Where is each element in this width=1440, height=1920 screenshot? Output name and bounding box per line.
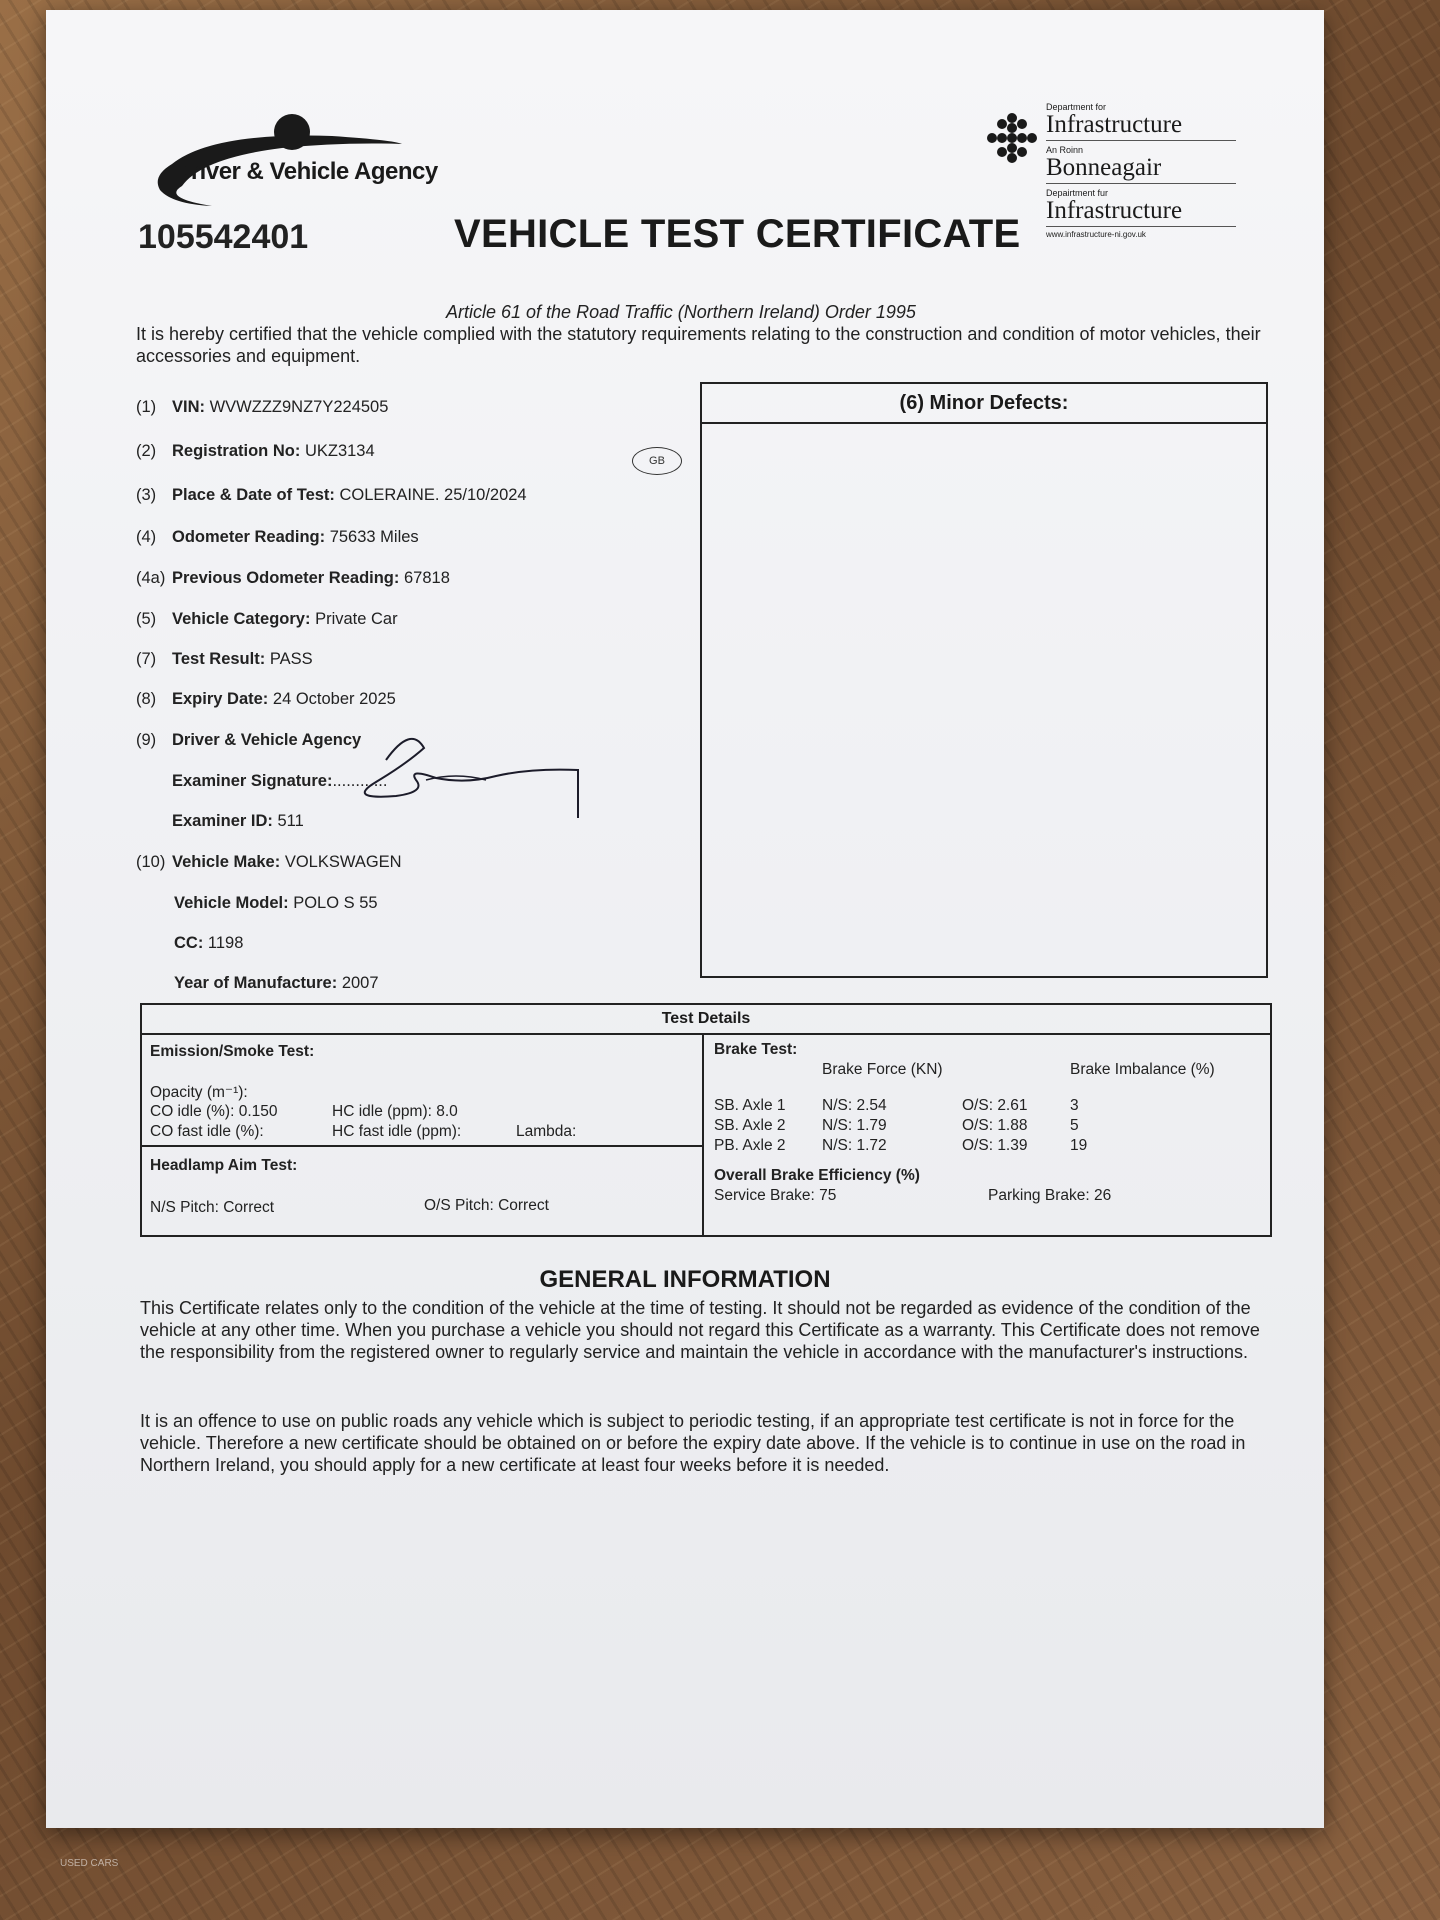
general-info-title: GENERAL INFORMATION: [539, 1266, 831, 1293]
field-row: [136, 853, 402, 872]
brake-ns-value: N/S: 1.79: [822, 1117, 887, 1134]
field-row: [136, 650, 313, 669]
minor-defects-title: (6) Minor Defects:: [702, 384, 1266, 424]
headlamp-title: Headlamp Aim Test:: [150, 1157, 298, 1174]
brake-force-header: Brake Force (KN): [822, 1061, 943, 1078]
headlamp-ns-pitch: N/S Pitch: Correct: [150, 1199, 275, 1216]
field-value: 511: [277, 812, 304, 830]
hc-fast-idle-value: HC fast idle (ppm):: [332, 1123, 462, 1140]
department-crest-icon: [986, 112, 1038, 164]
field-label: Examiner ID:: [172, 812, 273, 830]
dva-logo-icon: [142, 102, 482, 212]
hc-idle-value: HC idle (ppm): 8.0: [332, 1103, 458, 1120]
brake-os-value: O/S: 2.61: [962, 1097, 1028, 1114]
field-value: ............: [332, 772, 388, 790]
field-value: 75633 Miles: [329, 528, 419, 546]
brake-axle-label: PB. Axle 2: [714, 1137, 786, 1154]
field-value: 1198: [207, 934, 244, 952]
field-number: (4): [136, 528, 157, 546]
headlamp-os-pitch: O/S Pitch: Correct: [424, 1197, 549, 1214]
field-label: Driver & Vehicle Agency: [172, 731, 362, 749]
intro-text: It is hereby certified that the vehicle complied with the statutory requirements relating to the construction and condition of motor vehicles, their accessories and equipment.: [136, 324, 1261, 366]
field-number: (4a): [136, 569, 166, 587]
field-label: Odometer Reading:: [172, 528, 326, 546]
field-number: (2): [136, 442, 157, 460]
general-info-paragraph-2: It is an offence to use on public roads any vehicle which is subject to periodic testing, if an appropriate test certificate is not in force for the vehicle. Therefore a new certificate should be obtained on or before the expiry date above. If the vehicle is to continue in use on the road in Northern Ireland, you should apply for a new certificate at least four weeks before it is needed.: [140, 1411, 1246, 1475]
department-line1: Infrastructure: [1046, 112, 1236, 141]
field-row: [138, 974, 379, 993]
field-row: [136, 442, 375, 461]
brake-os-value: O/S: 1.39: [962, 1137, 1028, 1154]
field-label: Examiner Signature:: [172, 772, 333, 790]
field-number: (1): [136, 398, 157, 416]
certificate-title: VEHICLE TEST CERTIFICATE: [454, 212, 1021, 256]
field-label: CC:: [174, 934, 204, 952]
test-details-table: [140, 1003, 1272, 1237]
field-label: VIN:: [172, 398, 205, 416]
examiner-signature: [316, 730, 586, 830]
field-row: [136, 528, 419, 547]
brake-os-value: O/S: 1.88: [962, 1117, 1028, 1134]
opacity-value: Opacity (m⁻¹):: [150, 1084, 248, 1101]
field-value: PASS: [269, 650, 313, 668]
field-number: (8): [136, 690, 157, 708]
department-line2-small: An Roinn: [1046, 145, 1084, 155]
field-value: 2007: [341, 974, 379, 992]
department-line3-small: Depairtment fur: [1046, 188, 1109, 198]
certificate-number: 105542401: [138, 218, 309, 256]
field-number: (7): [136, 650, 157, 668]
department-line1-small: Department for: [1046, 102, 1107, 112]
article-reference: Article 61 of the Road Traffic (Northern Ireland) Order 1995: [446, 302, 916, 322]
department-url: www.infrastructure-ni.gov.uk: [1046, 230, 1146, 239]
brake-imbalance-value: 19: [1070, 1137, 1088, 1154]
field-number: (9): [136, 731, 157, 749]
field-label: Registration No:: [172, 442, 301, 460]
brake-axle-label: SB. Axle 1: [714, 1097, 786, 1114]
department-line3: Infrastructure: [1046, 198, 1236, 227]
brake-imbalance-value: 5: [1070, 1117, 1079, 1134]
department-block: [1046, 102, 1236, 239]
field-label: Previous Odometer Reading:: [172, 569, 400, 587]
brake-ns-value: N/S: 1.72: [822, 1137, 887, 1154]
field-label: Vehicle Model:: [174, 894, 289, 912]
field-row: [136, 690, 396, 709]
field-row: [138, 934, 243, 953]
lambda-value: Lambda:: [516, 1123, 577, 1140]
field-label: Vehicle Make:: [172, 853, 281, 871]
emission-title: Emission/Smoke Test:: [150, 1043, 315, 1060]
minor-defects-box: [700, 382, 1268, 978]
brake-efficiency-title: Overall Brake Efficiency (%): [714, 1167, 920, 1184]
field-number: (3): [136, 486, 157, 504]
test-details-divider: [702, 1033, 704, 1235]
gb-badge: GB: [632, 447, 682, 475]
parking-brake-value: Parking Brake: 26: [988, 1187, 1112, 1204]
co-idle-value: CO idle (%): 0.150: [150, 1103, 278, 1120]
field-value: VOLKSWAGEN: [284, 853, 402, 871]
field-label: Place & Date of Test:: [172, 486, 335, 504]
field-row: [136, 486, 527, 505]
field-row: [138, 894, 378, 913]
general-info-paragraph-1: This Certificate relates only to the condition of the vehicle at the time of testing. It should not be regarded as evidence of the condition of the vehicle at any other time. When you purchase a vehicle you should not regard this Certificate as a warranty. This Certificate does not remove the responsibility from the registered owner to regularly service and maintain the vehicle in accordance with the manufacturer's instructions.: [140, 1298, 1260, 1362]
brake-imbalance-header: Brake Imbalance (%): [1070, 1061, 1215, 1078]
watermark: USED CARS: [60, 1858, 119, 1869]
field-value: COLERAINE. 25/10/2024: [339, 486, 527, 504]
field-value: UKZ3134: [304, 442, 375, 460]
field-row: [136, 812, 304, 831]
field-value: POLO S 55: [293, 894, 378, 912]
brake-title: Brake Test:: [714, 1041, 798, 1058]
department-line2: Bonneagair: [1046, 155, 1236, 184]
brake-axle-label: SB. Axle 2: [714, 1117, 786, 1134]
field-value: 67818: [403, 569, 450, 587]
field-number: (10): [136, 853, 166, 871]
field-label: Expiry Date:: [172, 690, 269, 708]
field-label: Year of Manufacture:: [174, 974, 338, 992]
brake-imbalance-value: 3: [1070, 1097, 1079, 1114]
field-value: Private Car: [315, 610, 398, 628]
certificate-paper: [46, 10, 1324, 1828]
field-value: WVWZZZ9NZ7Y224505: [209, 398, 389, 416]
emission-headlamp-divider: [142, 1145, 704, 1147]
service-brake-value: Service Brake: 75: [714, 1187, 837, 1204]
test-details-title: Test Details: [142, 1005, 1270, 1035]
field-number: (5): [136, 610, 157, 628]
co-fast-idle-value: CO fast idle (%):: [150, 1123, 264, 1140]
field-label: Test Result:: [172, 650, 266, 668]
field-value: 24 October 2025: [272, 690, 396, 708]
brake-ns-value: N/S: 2.54: [822, 1097, 887, 1114]
field-label: Vehicle Category:: [172, 610, 311, 628]
field-row: [136, 398, 388, 417]
field-row: [136, 610, 398, 629]
agency-name: Driver & Vehicle Agency: [174, 158, 438, 185]
field-row: [136, 569, 450, 588]
